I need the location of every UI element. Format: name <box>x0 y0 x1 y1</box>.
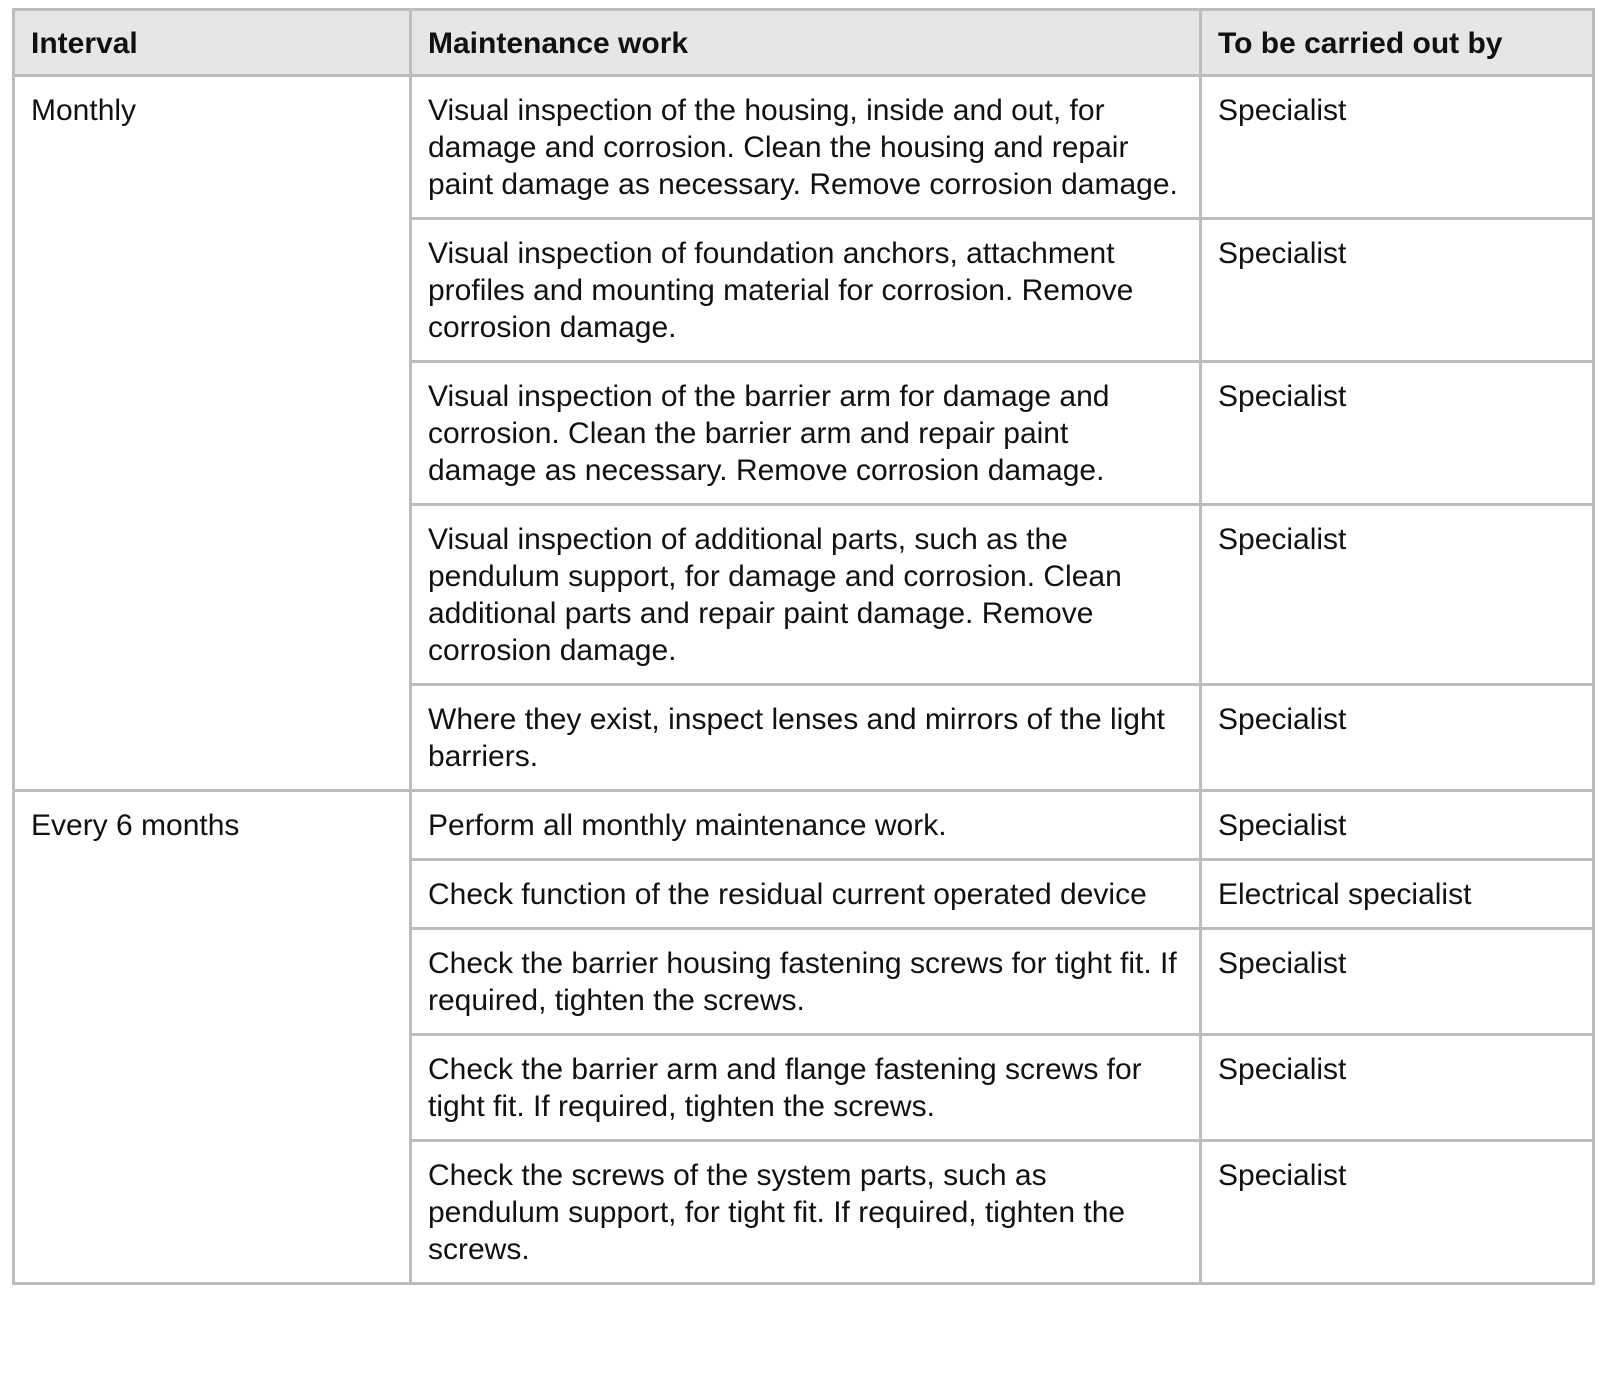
table-body <box>14 76 1594 1284</box>
header-carried-out-by: To be carried out by <box>1201 10 1594 76</box>
performer-cell: Specialist <box>1201 1141 1594 1284</box>
performer-cell: Specialist <box>1201 685 1594 791</box>
work-cell: Check the barrier housing fastening screws for tight fit. If required, tighten the screws. <box>411 929 1201 1035</box>
work-cell: Check the screws of the system parts, such as pendulum support, for tight fit. If required, tighten the screws. <box>411 1141 1201 1284</box>
work-cell: Check function of the residual current operated device <box>411 860 1201 929</box>
interval-cell: Every 6 months <box>14 791 411 1284</box>
work-cell: Visual inspection of additional parts, such as the pendulum support, for damage and corrosion. Clean additional parts and repair paint damage. Remove corrosion damage. <box>411 505 1201 685</box>
work-cell: Visual inspection of the housing, inside and out, for damage and corrosion. Clean the housing and repair paint damage as necessary. Remove corrosion damage. <box>411 76 1201 219</box>
performer-cell: Specialist <box>1201 362 1594 505</box>
table-header <box>14 10 1594 76</box>
table-row <box>14 76 1594 219</box>
performer-cell: Specialist <box>1201 791 1594 860</box>
work-cell: Visual inspection of foundation anchors, attachment profiles and mounting material for corrosion. Remove corrosion damage. <box>411 219 1201 362</box>
interval-cell: Monthly <box>14 76 411 791</box>
performer-cell: Specialist <box>1201 1035 1594 1141</box>
header-interval: Interval <box>14 10 411 76</box>
maintenance-table <box>12 8 1595 1285</box>
work-cell: Perform all monthly maintenance work. <box>411 791 1201 860</box>
performer-cell: Electrical specialist <box>1201 860 1594 929</box>
header-maintenance-work: Maintenance work <box>411 10 1201 76</box>
work-cell: Visual inspection of the barrier arm for damage and corrosion. Clean the barrier arm and repair paint damage as necessary. Remove corrosion damage. <box>411 362 1201 505</box>
maintenance-schedule <box>12 8 1592 1285</box>
performer-cell: Specialist <box>1201 76 1594 219</box>
performer-cell: Specialist <box>1201 219 1594 362</box>
table-row <box>14 791 1594 860</box>
work-cell: Where they exist, inspect lenses and mirrors of the light barriers. <box>411 685 1201 791</box>
performer-cell: Specialist <box>1201 929 1594 1035</box>
work-cell: Check the barrier arm and flange fastening screws for tight fit. If required, tighten the screws. <box>411 1035 1201 1141</box>
performer-cell: Specialist <box>1201 505 1594 685</box>
header-row <box>14 10 1594 76</box>
